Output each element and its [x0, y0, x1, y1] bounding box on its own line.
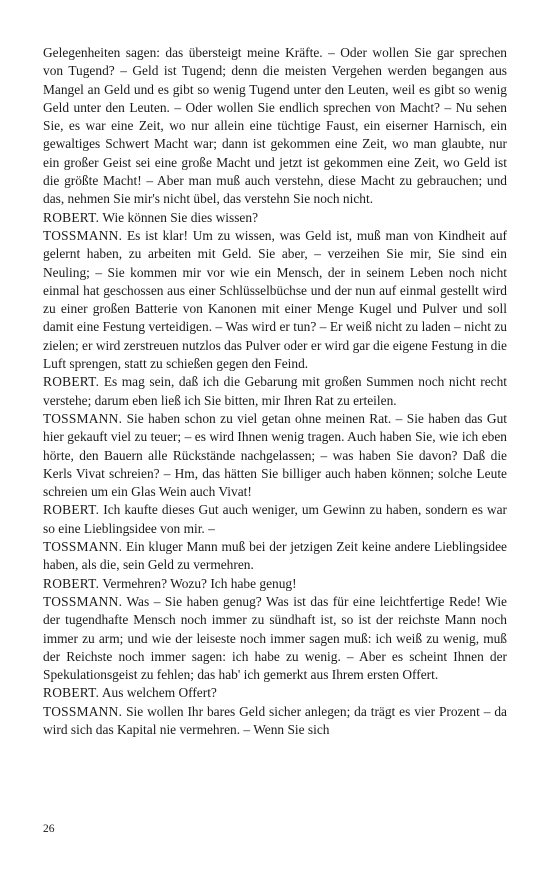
paragraph-text: Gelegenheiten sagen: das übersteigt meine Kräfte. – Oder wollen Sie gar sprechen von Tugend? – Geld ist Tugend; denn die meisten Vergehen werden begangen aus Mangel an Geld und es gibt so wenig Tugend unter den Leuten, weil es gibt so wenig Geld unter den Leuten. – Oder wollen Sie endlich sprechen von Macht? – Nu sehen Sie, es war eine Zeit, wo nur allein eine tüchtige Faust, ein eiserner Harnisch, ein gewaltiges Schwert Macht war; dann ist gekommen eine Zeit, wo man glaubte, nur ein großer Geist sei eine große Macht und jetzt ist gekommen eine Zeit, wo Geld ist die größte Macht! – Aber man muß auch verstehn, diese Macht zu gebrauchen; und das, nehmen Sie mir's nicht übel, das verstehn Sie noch nicht.	[43, 45, 507, 207]
dialogue-line	[43, 410, 507, 501]
speaker-name: ROBERT.	[43, 575, 100, 591]
dialogue-text: Sie wollen Ihr bares Geld sicher anlegen; da trägt es vier Prozent – da wird sich das Kapital nie vermehren. – Wenn Sie sich	[43, 703, 507, 737]
dialogue-line	[43, 538, 507, 575]
document-page	[43, 44, 507, 739]
speaker-name: ROBERT.	[43, 209, 100, 225]
dialogue-line	[43, 209, 507, 227]
dialogue-text: Ein kluger Mann muß bei der jetzigen Zeit keine andere Lieblingsidee haben, als die, sein Geld zu vermehren.	[43, 539, 507, 573]
dialogue-text: Wie können Sie dies wissen?	[99, 209, 259, 225]
dialogue-text: Sie haben schon zu viel getan ohne meinen Rat. – Sie haben das Gut hier gekauft viel zu teuer; – es wird Ihnen wenig tragen. Auch haben Sie, wie ich eben hörte, den Bauern alle Rückstände nachgelassen; – was haben Sie davon? Daß die Kerls Vivat schreien? – Hm, das hätten Sie billiger auch haben können; solche Leute schreien um ein Glas Wein auch Vivat!	[43, 410, 507, 500]
paragraph-narrative	[43, 44, 507, 209]
speaker-name: ROBERT.	[43, 374, 100, 390]
dialogue-line	[43, 501, 507, 538]
dialogue-line	[43, 373, 507, 410]
dialogue-text: Es mag sein, daß ich die Gebarung mit großen Summen noch nicht recht verstehe; darum eben ließ ich Sie bitten, mir Ihren Rat zu erteilen.	[43, 374, 507, 408]
dialogue-line	[43, 684, 507, 702]
dialogue-text: Aus welchem Offert?	[99, 685, 217, 701]
page-number: 26	[43, 823, 55, 835]
dialogue-text: Es ist klar! Um zu wissen, was Geld ist, muß man von Kindheit auf gelernt haben, zu arbeiten mit Geld. Sie aber, – verzeihen Sie mir, Sie sind ein Neuling; – Sie kommen mir vor wie ein Mensch, der in seinem Leben noch nicht einmal hat geschossen aus einer Schlüsselbüchse und der nun auf einmal gestellt wird zu einer großen Batterie von Kanonen mit einer Menge Kugel und Pulver und soll damit eine Festung verteidigen. – Was wird er tun? – Er weiß nicht zu laden – nicht zu zielen; er wird zerstreuen nutzlos das Pulver oder er wird gar die eigene Festung in die Luft sprengen, statt zu schießen gegen den Feind.	[43, 227, 507, 372]
dialogue-line	[43, 227, 507, 373]
dialogue-text: Ich kaufte dieses Gut auch weniger, um Gewinn zu haben, sondern es war so eine Lieblingsidee von mir. –	[43, 502, 507, 536]
speaker-name: TOSSMANN.	[43, 539, 123, 555]
dialogue-line	[43, 575, 507, 593]
dialogue-text: Was – Sie haben genug? Was ist das für eine leichtfertige Rede! Wie der tugendhafte Mensch noch immer zu sündhaft ist, so ist der reichste Mann noch immer zu arm; und wie der leiseste noch immer sagen muß: ich weiß zu wenig, muß der Reichste noch immer sagen: ich habe zu wenig. – Aber es scheint Ihnen der Spekulationsgeist zu fehlen; das hab' ich gemerkt aus Ihrem ersten Offert.	[43, 593, 507, 683]
speaker-name: TOSSMANN.	[43, 410, 123, 426]
dialogue-line	[43, 703, 507, 740]
speaker-name: ROBERT.	[43, 502, 100, 518]
speaker-name: TOSSMANN.	[43, 593, 123, 609]
speaker-name: ROBERT.	[43, 685, 100, 701]
speaker-name: TOSSMANN.	[43, 227, 123, 243]
dialogue-line	[43, 593, 507, 684]
speaker-name: TOSSMANN.	[43, 703, 123, 719]
dialogue-text: Vermehren? Wozu? Ich habe genug!	[99, 575, 297, 591]
